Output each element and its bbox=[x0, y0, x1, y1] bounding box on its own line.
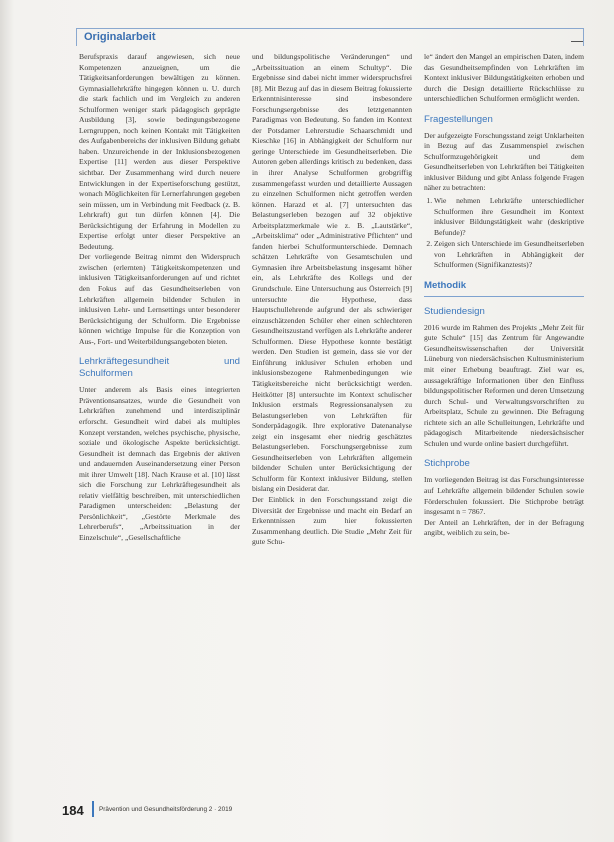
text-column-right bbox=[424, 52, 584, 539]
paragraph: Unter anderem als Basis eines integrierten Präventionsansatzes, wurde die Gesundheit von Lehrkräften zunehmend und interdisziplinär erforscht. Gesundheit wird dabei als multiples Konzept verstanden, welches psychische, physische, soziale und ökologische Aspekte berücksichtigt. Gesundheit ist demnach das Ergebnis der aktiven und andauernden Auseinandersetzung einer Person mit ihrer Umwelt [18]. Nach Krause et al. [10] lässt sich die Forschung zur Lehrkräftegesundheit als relativ vielfältig beschreiben, mit unterschiedlichen Paradigmen unterscheiden: „Belastung der Persönlichkeit“, „Gestörte Merkmale des Lehrerberufs“, „Arbeitssituation in der Einzelschule“, „Gesellschaftliche bbox=[79, 385, 240, 542]
paragraph: le“ ändert den Mangel an empirischen Daten, indem das Gesundheitsempfinden von Lehrkräften im Kontext inklusiver Bildungstätigkeiten erhoben und durch die Design detaillierte Rückschlüsse zu unterschiedlichen Schulformen ermöglicht werden. bbox=[424, 52, 584, 104]
section-heading-methodik: Methodik bbox=[424, 279, 467, 291]
heading-divider bbox=[424, 296, 584, 297]
header-mark bbox=[571, 41, 583, 42]
journal-citation: Prävention und Gesundheitsförderung 2 · 2019 bbox=[99, 806, 233, 813]
section-heading-schulformen: Lehrkräftegesundheit und Schulformen bbox=[79, 356, 240, 380]
question-item: 1. Wie nehmen Lehrkräfte unterschiedlicher Schulformen ihre Gesundheit im Kontext inklusiver Bildungstätigkeit wahr (deskriptive Befunde)? bbox=[434, 196, 584, 238]
section-heading-fragestellungen: Fragestellungen bbox=[424, 113, 493, 125]
footer-divider bbox=[92, 801, 94, 817]
paragraph: und bildungspolitische Veränderungen“ und „Arbeitssituation an einem Schultyp“. Die Ergebnisse sind dabei nicht immer widerspruchsfrei [8]. Mit Bezug auf das in diesem Beitrag fokussierte Erkenntnisinteresse sind insbesondere Forschungsergebnisse des letztgenannten Paradigmas von Bedeutung. So fanden im Kontext der Potsdamer Lehrerstudie Schaarschmidt und Kieschke [16] in Abhängigkeit der Schulform nur geringe Unterschiede im Gesundheitserleben. Die Autoren geben allerdings kritisch zu bedenken, dass in ihrer Analyse Schulformen grobgriffig zusammengefasst wurden und detaillierte Aussagen zu einzelnen Schulformen nicht getroffen werden können. Harazd et al. [7] untersuchten das Belastungserleben bezogen auf 32 objektive Arbeitsplatzmerkmale wie z. B. „Lautstärke“, „Arbeitsklima“ oder „Administrative Pflichten“ und fanden hierbei Schulformunterschiede. Demnach schätzen Lehrkräfte von Gesamtschulen und Gymnasien ihre Arbeitsbelastung insgesamt höher ein, als Lehrkräfte des Kollegs und der Grundschule. Eine Untersuchung aus Österreich [9] untersuchte die Hypothese, dass Hauptschullehrende aufgrund der als schwieriger einzuschätzenden Schüler eher einen schlechteren Gesundheitszustand verfügen als Lehrkräfte anderer Schulformen. Diese Hypothese konnte bestätigt werden. Den Studien ist gemein, dass sie vor der Einführung inklusiver Schulen erhoben und inklusionsbezogene Rahmenbedingungen wie Tätigkeitsbereiche nicht berücksichtigt werden. Heitkötter [8] untersuchte im Kontext schulischer Inklusion erstmals Regressionsanalysen zu Belastungserleben von Lehrkräften für Sonderpädagogik. Ihre explorative Datenanalyse zeigt ein insgesamt eher niedrig geschätztes Belastungserleben. Forschungsergebnisse zum Gesundheitserleben von Lehrkräften allgemein bildender Schulen unter Berücksichtigung der Schulform für Kontext inklusiver Bildung, stellen bislang ein Desiderat dar. bbox=[252, 52, 412, 494]
paragraph: Der vorliegende Beitrag nimmt den Widerspruch zwischen (erlernten) Tätigkeitskompetenzen und inklusiven Tätigkeitsanforderungen auf und richtet den Fokus auf das Gesundheitserleben von Lehrkräften allgemein bildender Schulen in inklusiven Lehr- und Lernsettings unter besonderer Berücksichtigung der Schulform. Die Ergebnisse können wichtige Impulse für die Konzeption von Aus-, Fort- und Weiterbildungsangeboten bieten. bbox=[79, 252, 240, 346]
text-column-left bbox=[79, 52, 240, 544]
paragraph: Berufspraxis darauf angewiesen, sich neue Kompetenzen anzueignen, um die Tätigkeitsanforderungen bewältigen zu können. Gymnasiallehrkräfte hingegen können u. U. durch die stark fachlich und im Vergleich zu anderen Schulformen weniger stark pädagogisch geprägte Ausbildung [3], sowie bedingungsbezogene Lerngruppen, noch keinen Kontakt mit Tätigkeiten des Aufgabenbereichs der inklusiven Bildung gehabt haben. Unzureichende in der Inklusionsbezogenen Expertise [11] werden aus dieser Perspektive sichtbar. Der Zusammenhang wird durch neuere Entwicklungen in der Expertiseforschung gestützt, wonach Möglichkeiten für Lernerfahrungen gegeben sein müssen, um in Verbindung mit Feedback (z. B. Lehrkraft) gut tun dürfen können [4]. Die Berücksichtigung der Erfahrung in Modellen zu Expertise erfolgt unter dieser Perspektive an Bedeutung. bbox=[79, 52, 240, 251]
paragraph: Der Einblick in den Forschungsstand zeigt die Diversität der Ergebnisse und macht ein Bedarf an Erkenntnissen zum hier fokussierten Zusammenhang deutlich. Die Studie „Mehr Zeit für gute Schu- bbox=[252, 494, 412, 547]
text-column-middle bbox=[252, 52, 412, 548]
paragraph: Der Anteil an Lehrkräften, der in der Befragung angibt, weiblich zu sein, be- bbox=[424, 517, 584, 538]
section-heading-stichprobe: Stichprobe bbox=[424, 458, 470, 470]
paragraph: 2016 wurde im Rahmen des Projekts „Mehr Zeit für gute Schule“ [15] das Zentrum für Angewandte Gesundheitswissenschaften der Universität Lüneburg von niedersächsischen Kultusministerium mit einer Erhebung beauftragt. Ziel war es, aussagekräftige Informationen über den Einfluss bildungspolitischer Reformen und deren Umsetzung durch Schul- und Verwaltungsvorschriften zu Arbeitsplatz, Schule zu gewinnen. Die Befragung richtete sich an alle Schulleitungen, Lehrkräfte und pädagogisch Mitarbeitende niedersächsischer Schulen und wurde online basiert durchgeführt. bbox=[424, 322, 584, 448]
page-number: 184 bbox=[62, 803, 84, 818]
article-type-label: Originalarbeit bbox=[84, 31, 156, 43]
paragraph: Der aufgezeigte Forschungsstand zeigt Unklarheiten in Bezug auf das Zusammenspiel zwischen Schulformzugehörigkeit und dem Gesundheitserleben von Lehrkräften bei Tätigkeiten inklusiver Bildung und gibt Anlass folgende Fragen näher zu betrachten: bbox=[424, 130, 584, 193]
question-item: 2. Zeigen sich Unterschiede im Gesundheitserleben von Lehrkräften in Abhängigkeit der Schulformen (Signifikanztests)? bbox=[434, 239, 584, 271]
section-heading-studiendesign: Studiendesign bbox=[424, 305, 485, 317]
paragraph: Im vorliegenden Beitrag ist das Forschungsinteresse auf Lehrkräfte allgemein bildender Schulen sowie Förderschulen fokussiert. Die Stichprobe beträgt insgesamt n = 7867. bbox=[424, 475, 584, 517]
question-list bbox=[424, 196, 584, 271]
